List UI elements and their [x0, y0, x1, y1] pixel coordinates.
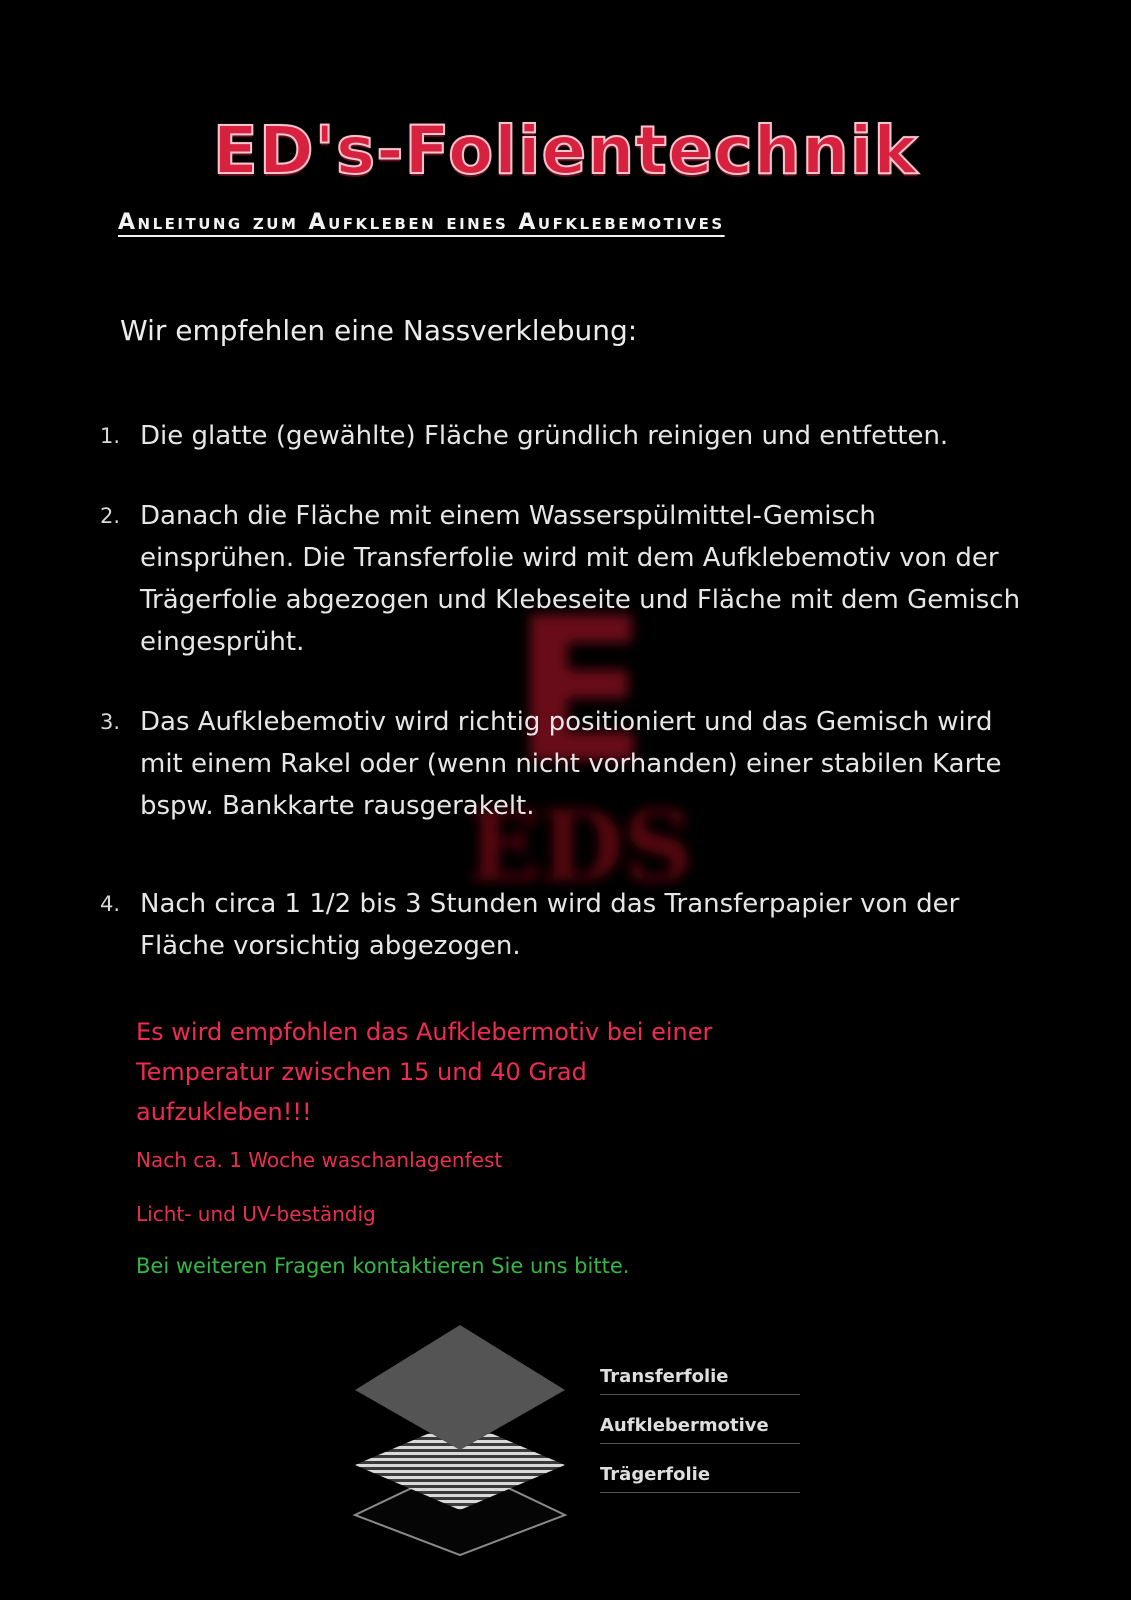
page-subtitle: Anleitung zum Aufkleben eines Aufklebemotives [118, 210, 725, 235]
step-text: Danach die Fläche mit einem Wasserspülmittel-Gemisch einsprühen. Die Transferfolie wird mit dem Aufklebemotiv von der Trägerfolie abgezogen und Klebeseite und Fläche mit dem Gemisch eingesprüht. [140, 501, 1021, 657]
step-number: 1. [100, 424, 121, 448]
uv-note: Licht- und UV-beständig [136, 1202, 376, 1226]
page-title: ED's-Folientechnik [212, 112, 919, 189]
step-number: 2. [100, 504, 121, 528]
watermark-letter: E [511, 600, 649, 808]
watermark-text: EDS [467, 790, 693, 903]
intro-text: Wir empfehlen eine Nassverklebung: [120, 314, 638, 347]
car-wash-note: Nach ca. 1 Woche waschanlagenfest [136, 1148, 503, 1172]
layer-label-traegerfolie: Trägerfolie [600, 1464, 800, 1493]
step-number: 4. [100, 892, 121, 916]
instruction-steps [100, 415, 1030, 967]
layer-label-transferfolie: Transferfolie [600, 1366, 800, 1395]
step-number: 3. [100, 710, 121, 734]
contact-note: Bei weiteren Fragen kontaktieren Sie uns bitte. [136, 1254, 630, 1278]
step-item [100, 883, 1030, 967]
layer-labels [600, 1366, 800, 1493]
step-item [100, 415, 1030, 457]
transfer-film-layer [355, 1325, 565, 1450]
layer-diagram [340, 1320, 580, 1560]
step-text: Nach circa 1 1/2 bis 3 Stunden wird das Transferpapier von der Fläche vorsichtig abgezogen. [140, 889, 960, 961]
step-item [100, 495, 1030, 663]
layer-label-aufklebermotive: Aufklebermotive [600, 1415, 800, 1444]
step-item [100, 701, 1030, 827]
step-text: Die glatte (gewählte) Fläche gründlich reinigen und entfetten. [140, 421, 949, 451]
temperature-warning: Es wird empfohlen das Aufklebermotiv bei einer Temperatur zwischen 15 und 40 Grad aufzukleben!!! [136, 1018, 713, 1126]
step-text: Das Aufklebemotiv wird richtig positioniert und das Gemisch wird mit einem Rakel oder (wenn nicht vorhanden) einer stabilen Karte bspw. Bankkarte rausgerakelt. [140, 707, 1002, 821]
